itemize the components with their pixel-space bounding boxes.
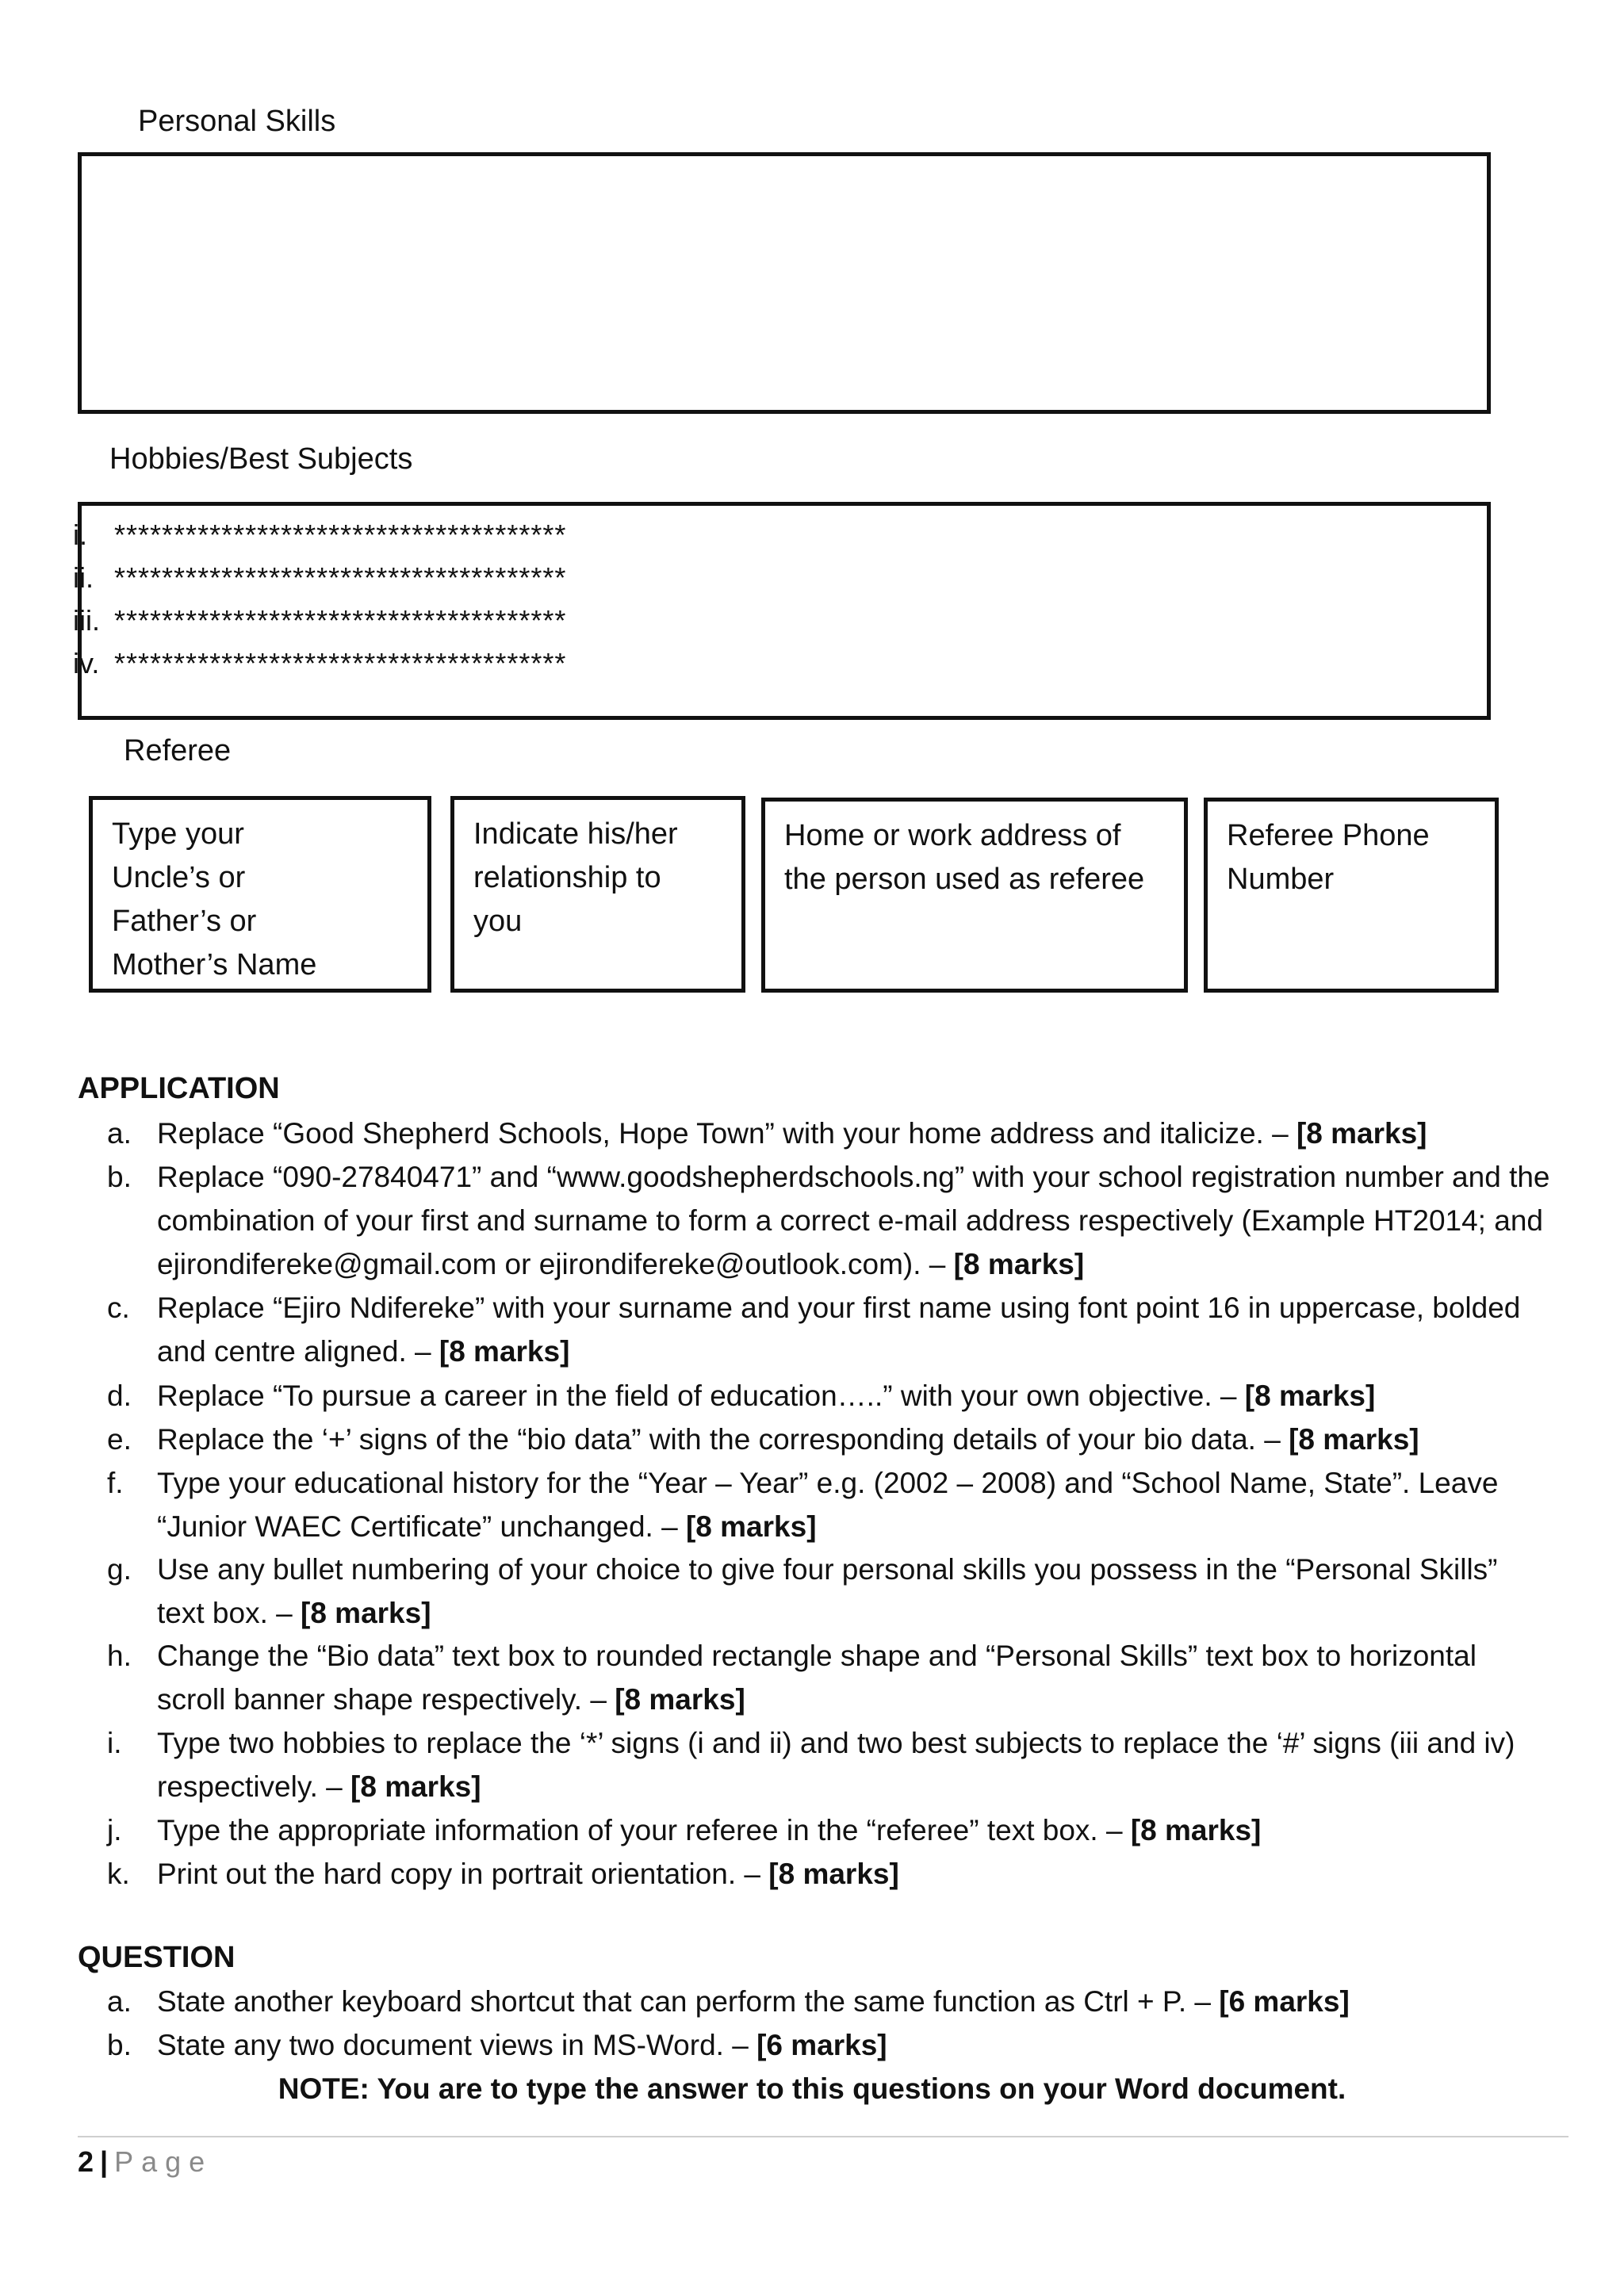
referee-relationship-box[interactable]: Indicate his/her relationship to you — [450, 796, 745, 993]
application-item-k: k. Print out the hard copy in portrait orientation. – [8 marks] — [107, 1858, 899, 1890]
application-item-g: g. Use any bullet numbering of your choice to give four personal skills you possess in the “Personal Skills” text box. – [8 marks] — [107, 1553, 1498, 1629]
page-word: Page — [114, 2145, 213, 2178]
personal-skills-label: Personal Skills — [138, 105, 336, 138]
referee-phone-box[interactable]: Referee Phone Number — [1204, 798, 1499, 993]
application-item-b: b. Replace “090-27840471” and “www.goodshepherdschools.ng” with your school registration number and the combination of your first and surname to form a correct e-mail address respectively (Example HT2014; and ejirondifereke@gmail.com or ejirondifereke@outlook.com). – [8 marks] — [107, 1161, 1550, 1280]
question-item-b: b. State any two document views in MS-Word. – [6 marks] — [107, 2029, 887, 2061]
application-item-j: j. Type the appropriate information of your referee in the “referee” text box. – [8 marks] — [107, 1814, 1262, 1846]
application-item-a: a. Replace “Good Shepherd Schools, Hope Town” with your home address and italicize. – [8 marks] — [107, 1117, 1427, 1150]
application-item-c: c. Replace “Ejiro Ndifereke” with your surname and your first name using font point 16 in uppercase, bolded and centre aligned. – [8 marks] — [107, 1292, 1521, 1368]
hobby-item-2: ii. ************************************** — [73, 561, 567, 594]
page-footer — [78, 2145, 213, 2179]
application-title: APPLICATION — [78, 1072, 280, 1105]
hobby-item-1: i. ************************************** — [73, 519, 567, 551]
page-number: 2 — [78, 2145, 94, 2178]
hobbies-label: Hobbies/Best Subjects — [109, 442, 413, 476]
application-item-f: f. Type your educational history for the “Year – Year” e.g. (2002 – 2008) and “School Name, State”. Leave “Junior WAEC Certificate” unchanged. – [8 marks] — [107, 1467, 1499, 1543]
question-item-a: a. State another keyboard shortcut that can perform the same function as Ctrl + P. – [6 marks] — [107, 1985, 1350, 2018]
hobby-item-3: iii. ************************************** — [73, 604, 567, 637]
question-note: NOTE: You are to type the answer to this questions on your Word document. — [278, 2072, 1346, 2105]
application-item-d: d. Replace “To pursue a career in the field of education…..” with your own objective. – [8 marks] — [107, 1380, 1376, 1412]
footer-divider — [78, 2136, 1568, 2137]
application-item-i: i. Type two hobbies to replace the ‘*’ signs (i and ii) and two best subjects to replace the ‘#’ signs (iii and iv) respectively. – [8 marks] — [107, 1727, 1515, 1803]
personal-skills-box[interactable] — [78, 152, 1491, 414]
referee-label: Referee — [124, 734, 232, 767]
application-item-h: h. Change the “Bio data” text box to rounded rectangle shape and “Personal Skills” text box to horizontal scroll banner shape respectively. – [8 marks] — [107, 1640, 1477, 1716]
footer-separator: | — [100, 2145, 109, 2178]
application-item-e: e. Replace the ‘+’ signs of the “bio data” with the corresponding details of your bio data. – [8 marks] — [107, 1423, 1419, 1456]
question-title: QUESTION — [78, 1941, 236, 1974]
referee-address-box[interactable]: Home or work address of the person used as referee — [761, 798, 1188, 993]
referee-name-box[interactable]: Type your Uncle’s or Father’s or Mother’s Name — [89, 796, 431, 993]
hobby-item-4: iv. ************************************** — [73, 647, 567, 679]
